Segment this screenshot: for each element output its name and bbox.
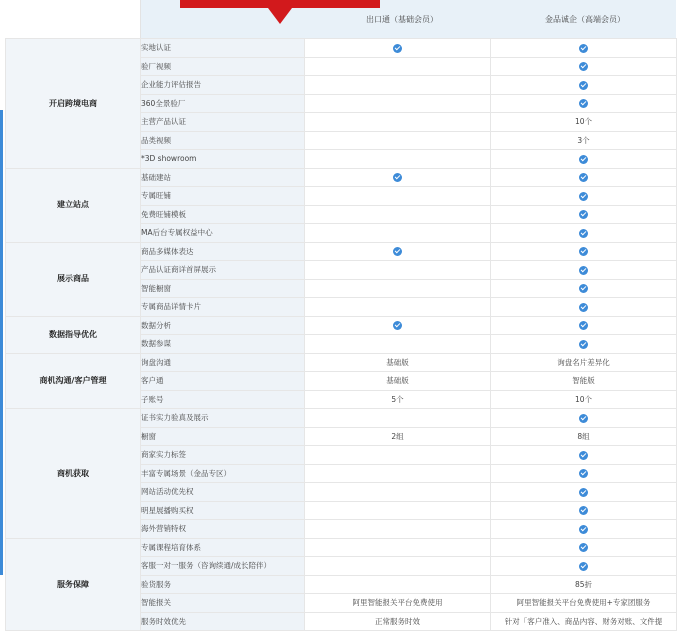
premium-value-cell: 85折 [491,575,677,594]
premium-value-cell [491,205,677,224]
premium-value-cell [491,501,677,520]
feature-cell: 智能橱窗 [141,279,305,298]
basic-value-cell [305,298,491,317]
check-circle-icon [579,247,588,256]
premium-value-cell [491,316,677,335]
column-header-basic: 出口通（基础会员） [366,15,438,24]
left-accent-strip [0,110,3,575]
feature-cell: 验厂视频 [141,57,305,76]
feature-cell: 子账号 [141,390,305,409]
feature-cell: 主营产品认证 [141,113,305,132]
premium-value-cell: 针对「客户准入、商品内容、财务对账、文件提 [491,612,677,631]
comparison-table [5,38,677,631]
feature-cell: 专属商品详情卡片 [141,298,305,317]
basic-value-cell: 2组 [305,427,491,446]
category-cell: 展示商品 [6,242,141,316]
check-circle-icon [579,62,588,71]
basic-value-cell [305,131,491,150]
check-circle-icon [579,321,588,330]
check-circle-icon [393,173,402,182]
basic-value-cell: 基础版 [305,353,491,372]
feature-cell: 商品多媒体表达 [141,242,305,261]
feature-cell: 实地认证 [141,39,305,58]
check-circle-icon [579,210,588,219]
check-circle-icon [579,155,588,164]
check-circle-icon [579,451,588,460]
premium-value-cell: 阿里智能报关平台免费使用+专家团服务 [491,594,677,613]
table-row [6,39,677,58]
basic-value-cell [305,39,491,58]
premium-value-cell [491,224,677,243]
check-circle-icon [579,488,588,497]
basic-value-cell [305,168,491,187]
premium-value-cell [491,242,677,261]
basic-value-cell [305,557,491,576]
feature-cell: 证书实力验真及展示 [141,409,305,428]
basic-value-cell [305,224,491,243]
basic-value-cell [305,316,491,335]
check-circle-icon [579,543,588,552]
premium-value-cell [491,150,677,169]
premium-value-cell: 8组 [491,427,677,446]
premium-value-cell [491,57,677,76]
basic-value-cell [305,483,491,502]
basic-value-cell [305,94,491,113]
basic-value-cell: 正常服务时效 [305,612,491,631]
feature-cell: 网站活动优先权 [141,483,305,502]
check-circle-icon [579,173,588,182]
premium-value-cell [491,76,677,95]
feature-cell: 企业能力评估报告 [141,76,305,95]
table-row [6,168,677,187]
category-cell: 开启跨境电商 [6,39,141,169]
premium-value-cell [491,39,677,58]
basic-value-cell [305,335,491,354]
premium-value-cell [491,279,677,298]
premium-value-cell [491,335,677,354]
feature-cell: 明星展播购买权 [141,501,305,520]
basic-value-cell [305,205,491,224]
table-row [6,316,677,335]
basic-value-cell [305,501,491,520]
premium-value-cell [491,538,677,557]
header-corner-cell [5,0,141,38]
feature-cell: 服务时效优先 [141,612,305,631]
feature-cell: 询盘沟通 [141,353,305,372]
category-cell: 数据指导优化 [6,316,141,353]
feature-cell: 商家实力标签 [141,446,305,465]
feature-cell: 基础建站 [141,168,305,187]
feature-cell: 客户通 [141,372,305,391]
premium-value-cell [491,557,677,576]
basic-value-cell [305,520,491,539]
premium-value-cell [491,464,677,483]
basic-value-cell [305,409,491,428]
feature-cell: 海外营销特权 [141,520,305,539]
basic-value-cell [305,113,491,132]
basic-value-cell: 基础版 [305,372,491,391]
premium-value-cell [491,94,677,113]
check-circle-icon [579,525,588,534]
feature-cell: 数据分析 [141,316,305,335]
basic-value-cell [305,187,491,206]
check-circle-icon [579,469,588,478]
feature-cell: 数据参谋 [141,335,305,354]
category-cell: 商机获取 [6,409,141,539]
column-header-premium: 金品诚企（高端会员） [545,15,625,24]
basic-value-cell [305,279,491,298]
table-row [6,409,677,428]
check-circle-icon [393,321,402,330]
premium-value-cell [491,168,677,187]
basic-value-cell [305,150,491,169]
feature-cell: 橱窗 [141,427,305,446]
check-circle-icon [579,414,588,423]
basic-value-cell [305,538,491,557]
check-circle-icon [579,506,588,515]
feature-cell: 产品认证商详首屏展示 [141,261,305,280]
check-circle-icon [579,303,588,312]
table-row [6,242,677,261]
basic-value-cell [305,57,491,76]
premium-value-cell [491,483,677,502]
premium-value-cell: 询盘名片差异化 [491,353,677,372]
basic-value-cell: 阿里智能报关平台免费使用 [305,594,491,613]
basic-value-cell [305,261,491,280]
check-circle-icon [579,192,588,201]
check-circle-icon [393,247,402,256]
check-circle-icon [579,81,588,90]
table-row [6,538,677,557]
feature-cell: 360全景验厂 [141,94,305,113]
check-circle-icon [579,229,588,238]
check-circle-icon [579,340,588,349]
basic-value-cell [305,575,491,594]
premium-value-cell [491,409,677,428]
check-circle-icon [579,266,588,275]
category-cell: 商机沟通/客户管理 [6,353,141,409]
premium-value-cell [491,446,677,465]
feature-cell: 品类视频 [141,131,305,150]
premium-value-cell: 10个 [491,390,677,409]
feature-cell: 专属课程培育体系 [141,538,305,557]
basic-value-cell [305,464,491,483]
feature-cell: MA后台专属权益中心 [141,224,305,243]
feature-cell: 验货服务 [141,575,305,594]
premium-value-cell: 智能版 [491,372,677,391]
check-circle-icon [393,44,402,53]
table-row [6,353,677,372]
premium-value-cell: 10个 [491,113,677,132]
basic-value-cell [305,76,491,95]
feature-cell: *3D showroom [141,150,305,169]
basic-value-cell [305,242,491,261]
feature-cell: 客服一对一服务（咨询续通/成长陪伴） [141,557,305,576]
category-cell: 建立站点 [6,168,141,242]
check-circle-icon [579,99,588,108]
category-cell: 服务保障 [6,538,141,631]
check-circle-icon [579,284,588,293]
feature-cell: 免费旺铺模板 [141,205,305,224]
feature-cell: 丰富专属场景（金品专区） [141,464,305,483]
premium-value-cell [491,187,677,206]
check-circle-icon [579,44,588,53]
basic-value-cell: 5个 [305,390,491,409]
feature-cell: 智能报关 [141,594,305,613]
basic-value-cell [305,446,491,465]
check-circle-icon [579,562,588,571]
premium-value-cell [491,298,677,317]
premium-value-cell [491,261,677,280]
premium-value-cell [491,520,677,539]
premium-value-cell: 3个 [491,131,677,150]
feature-cell: 专属旺铺 [141,187,305,206]
